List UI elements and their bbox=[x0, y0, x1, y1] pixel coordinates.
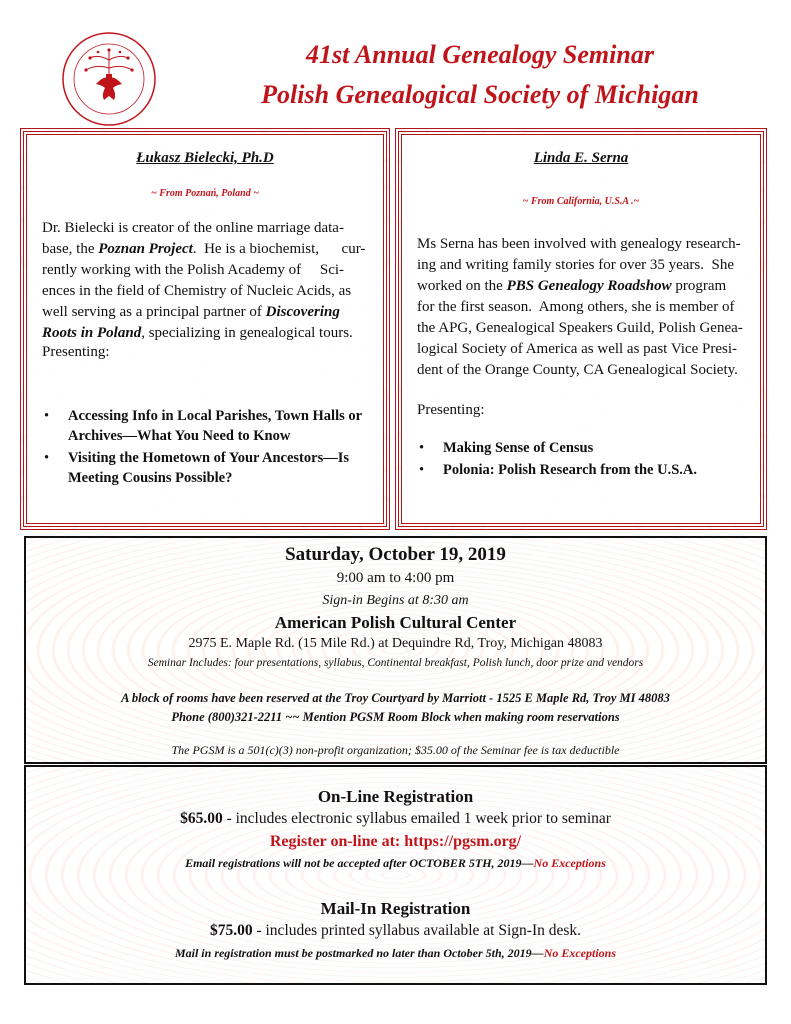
event-time: 9:00 am to 4:00 pm bbox=[336, 570, 455, 586]
speaker-origin: ~ From California, U.S.A .~ bbox=[522, 196, 640, 207]
bio-line: Roots in Poland, specializing in genealogical tours. bbox=[42, 325, 353, 341]
bullet-icon: • bbox=[44, 408, 50, 424]
bio-emphasis: Poznan Project bbox=[98, 241, 193, 257]
speaker-name: Łukasz Bielecki, Ph.D bbox=[136, 150, 274, 166]
mail-price: $75.00 bbox=[209, 922, 253, 939]
topic-list bbox=[417, 438, 751, 482]
bullet-icon: • bbox=[44, 450, 50, 466]
bio-emphasis: Roots in Poland bbox=[42, 325, 142, 341]
society-title: Polish Genealogical Society of Michigan bbox=[261, 80, 699, 109]
speaker-bio bbox=[417, 234, 749, 381]
mail-deadline-note: Mail in registration must be postmarked no later than October 5th, 2019—No Exceptions bbox=[174, 946, 617, 960]
presenting-label: Presenting: bbox=[42, 344, 110, 360]
online-deadline-note: Email registrations will not be accepted after OCTOBER 5TH, 2019—No Exceptions bbox=[185, 856, 606, 870]
bio-line: Dr. Bielecki is creator of the online marriage data- bbox=[42, 220, 344, 236]
hotel-block: A block of rooms have been reserved at the Troy Courtyard by Marriott - 1525 E Maple Rd, Troy MI 48083 bbox=[121, 691, 670, 705]
topic-list bbox=[42, 406, 374, 490]
event-details bbox=[24, 536, 767, 764]
bio-emphasis: Discovering bbox=[265, 304, 340, 320]
bio-line: for the first season. Among others, she is member of bbox=[417, 299, 735, 315]
bio-line: the APG, Genealogical Speakers Guild, Polish Genea- bbox=[417, 320, 743, 336]
venue-name: American Polish Cultural Center bbox=[274, 613, 517, 632]
registration-section bbox=[24, 765, 767, 985]
online-registration-title: On-Line Registration bbox=[317, 787, 474, 806]
bio-line: well serving as a principal partner of Discovering bbox=[42, 304, 340, 320]
speaker-bio bbox=[42, 218, 370, 344]
list-item: • Visiting the Hometown of Your Ancestors—Is Meeting Cousins Possible? bbox=[44, 450, 350, 486]
mail-registration-title: Mail-In Registration bbox=[320, 899, 471, 918]
hotel-phone: Phone (800)321-2211 ~~ Mention PGSM Room Block when making room reservations bbox=[171, 710, 620, 724]
bio-line: ences in the field of Chemistry of Nucleic Acids, as bbox=[42, 283, 352, 299]
venue-address: 2975 E. Maple Rd. (15 Mile Rd.) at Dequindre Rd, Troy, Michigan 48083 bbox=[188, 636, 603, 651]
bio-emphasis: PBS Genealogy Roadshow bbox=[506, 278, 672, 294]
online-price-desc: - includes electronic syllabus emailed 1 week prior to seminar bbox=[222, 810, 611, 827]
list-item: • Accessing Info in Local Parishes, Town Halls or Archives—What You Need to Know bbox=[44, 408, 362, 444]
presenting-label: Presenting: bbox=[417, 402, 485, 418]
list-item: • Making Sense of Census bbox=[419, 440, 594, 456]
mail-price-desc: - includes printed syllabus available at Sign-In desk. bbox=[252, 922, 582, 939]
mail-price-line bbox=[26, 922, 765, 940]
online-price: $65.00 bbox=[180, 810, 223, 827]
bio-line: worked on the PBS Genealogy Roadshow program bbox=[417, 278, 727, 294]
register-online-link[interactable]: Register on-line at: https://pgsm.org/ bbox=[269, 833, 522, 850]
nonprofit-note: The PGSM is a 501(c)(3) non-profit organization; $35.00 of the Seminar fee is tax deductible bbox=[171, 743, 620, 757]
bio-line: ing and writing family stories for over 35 years. She bbox=[417, 257, 735, 273]
bio-line: base, the Poznan Project. He is a biochemist, cur- bbox=[42, 241, 366, 257]
speaker-name: Linda E. Serna bbox=[533, 150, 629, 166]
bullet-icon: • bbox=[419, 462, 425, 478]
seminar-title: 41st Annual Genealogy Seminar bbox=[306, 40, 654, 69]
bio-line: logical Society of America as well as past Vice Presi- bbox=[417, 341, 737, 357]
list-item: • Polonia: Polish Research from the U.S.A. bbox=[419, 462, 698, 478]
bio-line: Ms Serna has been involved with genealogy research- bbox=[417, 236, 741, 252]
speaker-origin: ~ From Poznań, Poland ~ bbox=[151, 188, 259, 199]
speaker-card-serna bbox=[395, 128, 767, 530]
pgsm-eagle-seal-icon bbox=[60, 30, 158, 128]
bio-line: rently working with the Polish Academy of Sci- bbox=[42, 262, 345, 278]
bio-line: dent of the Orange County, CA Genealogical Society. bbox=[417, 362, 738, 378]
signin-time: Sign-in Begins at 8:30 am bbox=[322, 593, 469, 608]
seminar-includes: Seminar Includes: four presentations, syllabus, Continental breakfast, Polish lunch, door prize and vendors bbox=[147, 657, 644, 669]
bullet-icon: • bbox=[419, 440, 425, 456]
online-price-line bbox=[26, 810, 765, 828]
event-date: Saturday, October 19, 2019 bbox=[285, 544, 506, 565]
speaker-card-bielecki bbox=[20, 128, 390, 530]
